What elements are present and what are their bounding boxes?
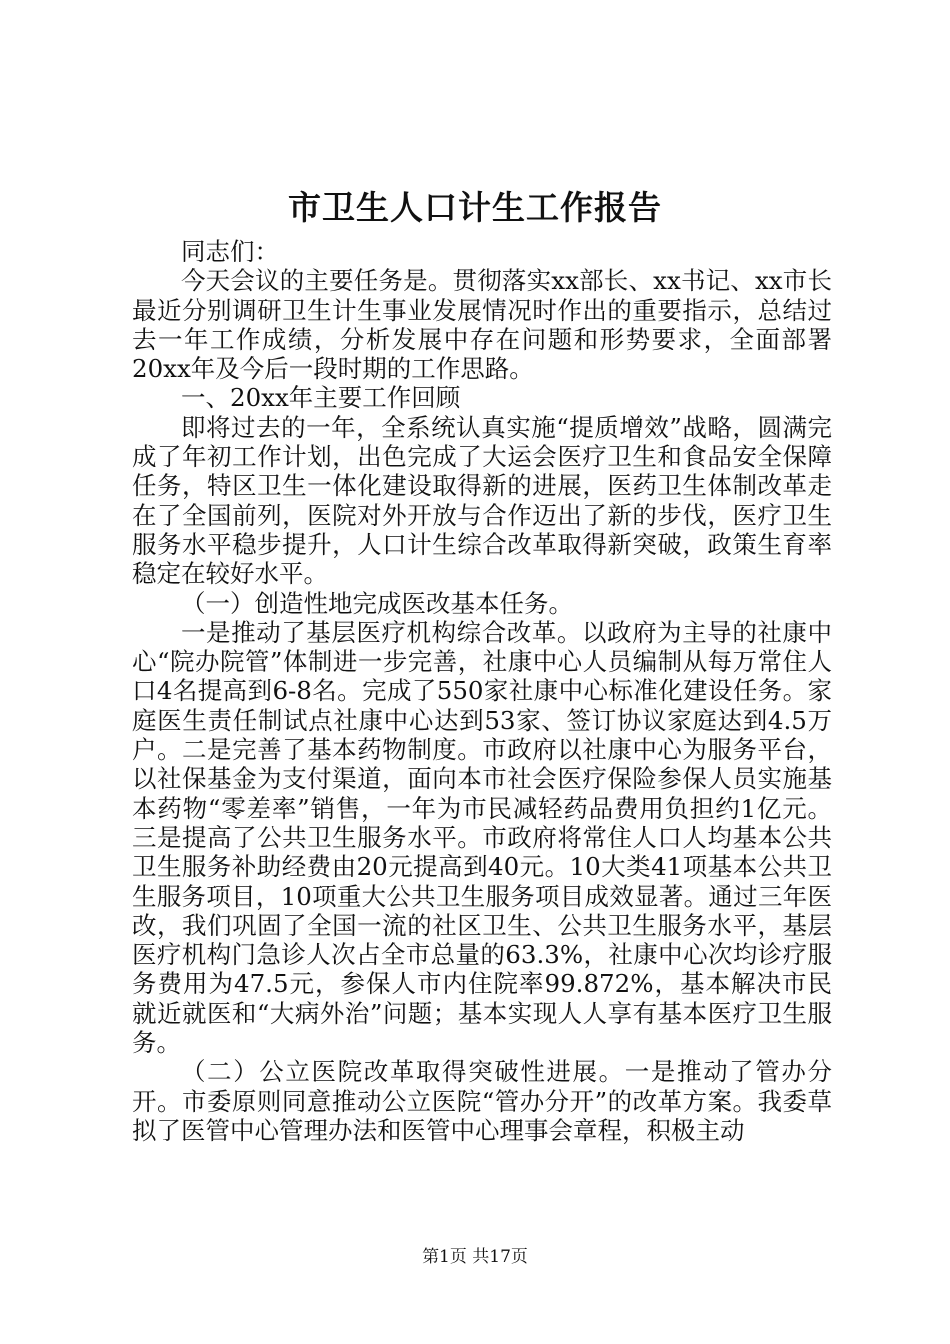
salutation: 同志们： bbox=[181, 237, 279, 266]
paragraph-overview: 即将过去的一年，全系统认真实施“提质增效”战略，圆满完成了年初工作计划，出色完成了大运会医疗卫生和食品安全保障任务，特区卫生一体化建设取得新的进展，医药卫生体制改革走在了全国前列，医院对外开放与合作迈出了新的步伐，医疗卫生服务水平稳步提升，人口计生综合改革取得新突破，政策生育率稳定在较好水平。 bbox=[132, 412, 832, 589]
paragraph-hospital-reform: （二）公立医院改革取得突破性进展。一是推动了管办分开。市委原则同意推动公立医院“管办分开”的改革方案。我委草拟了医管中心管理办法和医管中心理事会章程，积极主动 bbox=[132, 1057, 832, 1145]
document-title: 市卫生人口计生工作报告 bbox=[288, 188, 662, 227]
page-number-footer: 第1页 共17页 bbox=[422, 1247, 528, 1267]
section-heading-review: 一、20xx年主要工作回顾 bbox=[181, 383, 461, 413]
paragraph-meeting-task: 今天会议的主要任务是。贯彻落实xx部长、xx书记、xx市长最近分别调研卫生计生事业发展情况时作出的重要指示，总结过去一年工作成绩，分析发展中存在问题和形势要求，全面部署20xx年及今后一段时期的工作思路。 bbox=[132, 266, 832, 384]
subsection-heading-1: （一）创造性地完成医改基本任务。 bbox=[181, 588, 573, 618]
document-body bbox=[132, 237, 832, 1145]
paragraph-reform-details: 一是推动了基层医疗机构综合改革。以政府为主导的社康中心“院办院管”体制进一步完善，社康中心人员编制从每万常住人口4名提高到6-8名。完成了550家社康中心标准化建设任务。家庭医生责任制试点社康中心达到53家、签订协议家庭达到4.5万户。二是完善了基本药物制度。市政府以社康中心为服务平台，以社保基金为支付渠道，面向本市社会医疗保险参保人员实施基本药物“零差率”销售，一年为市民减轻药品费用负担约1亿元。三是提高了公共卫生服务水平。市政府将常住人口人均基本公共卫生服务补助经费由20元提高到40元。10大类41项基本公共卫生服务项目，10项重大公共卫生服务项目成效显著。通过三年医改，我们巩固了全国一流的社区卫生、公共卫生服务水平，基层医疗机构门急诊人次占全市总量的63.3%，社康中心次均诊疗服务费用为47.5元，参保人市内住院率99.872%，基本解决市民就近就医和“大病外治”问题；基本实现人人享有基本医疗卫生服务。 bbox=[132, 617, 832, 1058]
